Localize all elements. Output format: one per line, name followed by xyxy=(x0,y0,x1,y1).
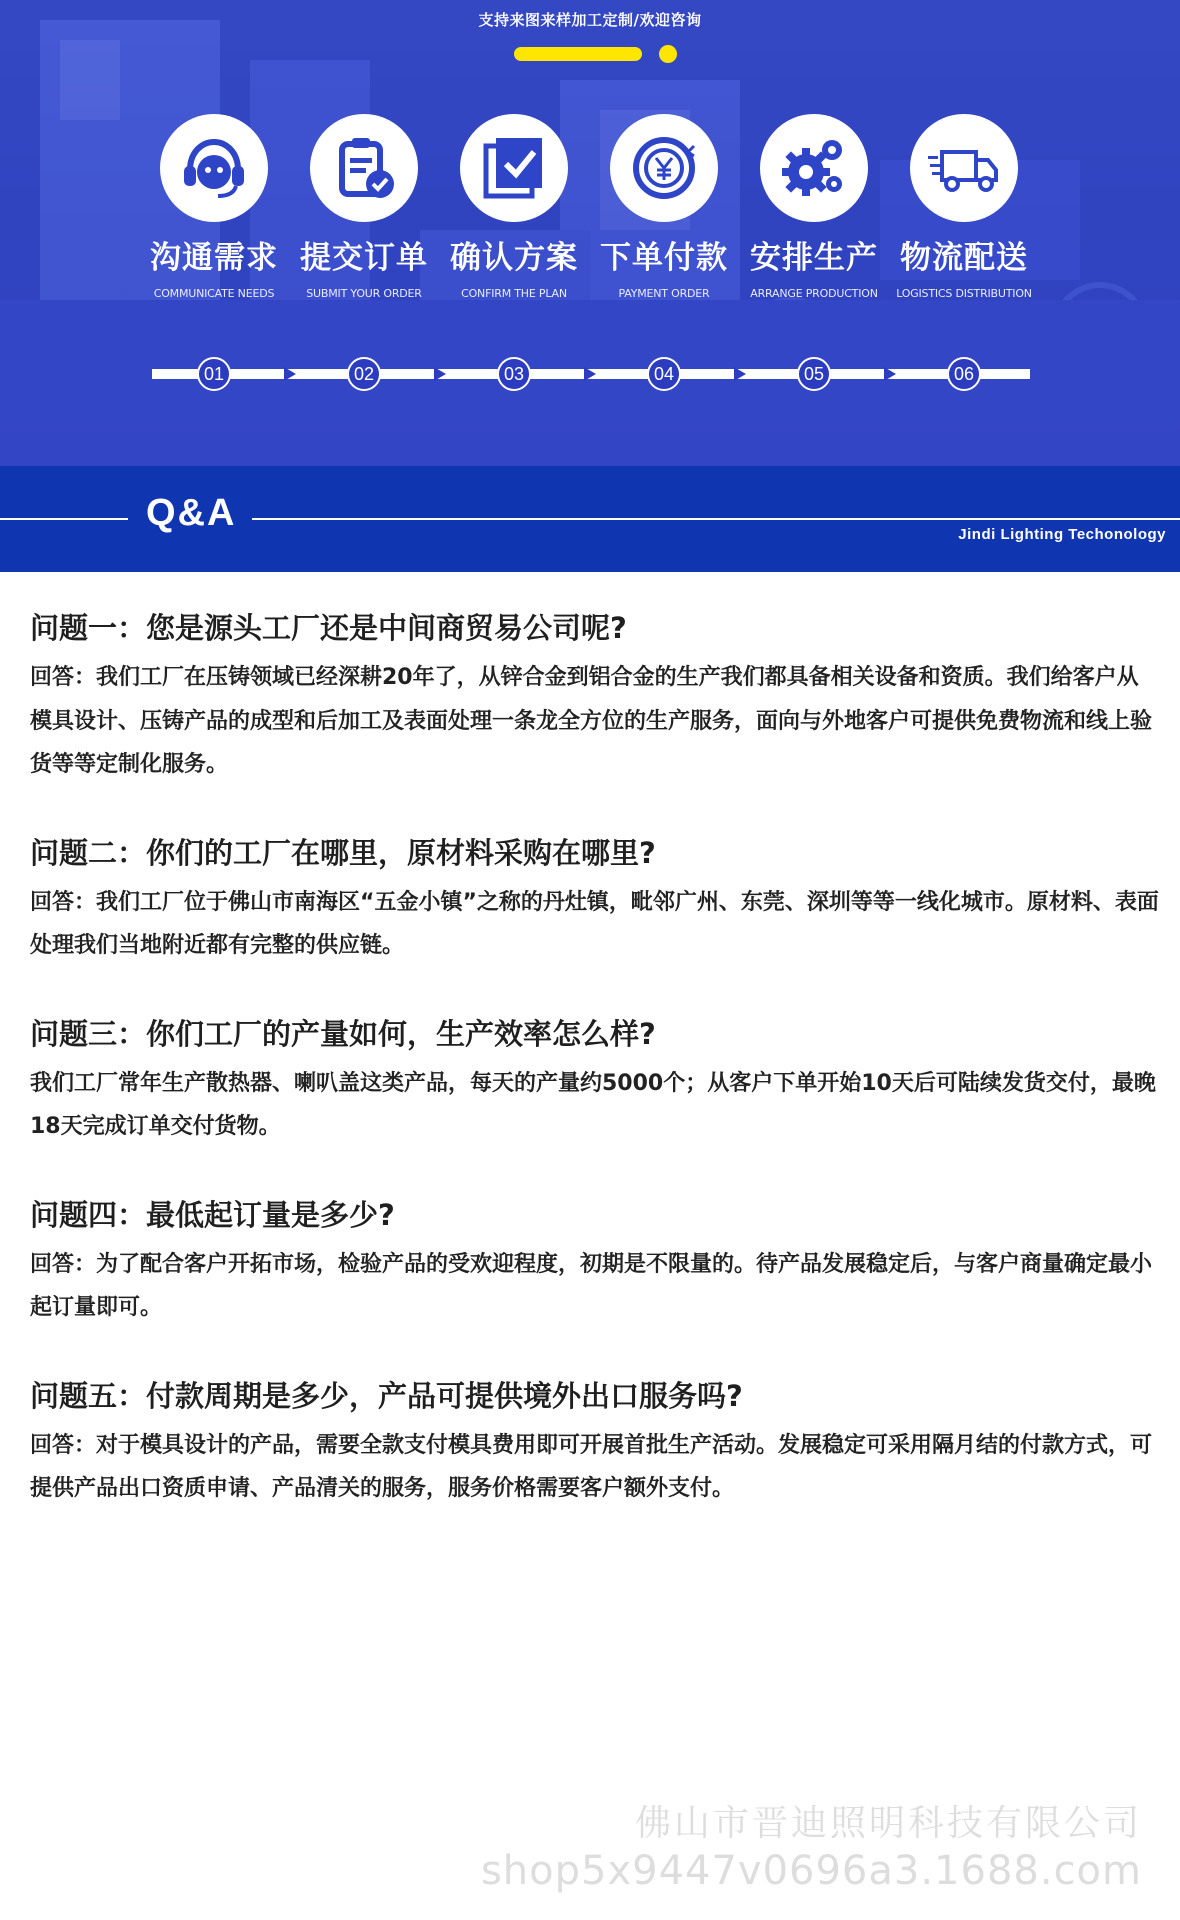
faq-answer: 回答：对于模具设计的产品，需要全款支付模具费用即可开展首批生产活动。发展稳定可采用隔月结的付款方式，可提供产品出口资质申请、产品清关的服务，服务价格需要客户额外支付。 xyxy=(30,1432,1153,1501)
headset-icon xyxy=(178,132,250,204)
process-hero xyxy=(0,0,1180,466)
step-title: 物流配送 xyxy=(900,240,1028,276)
faq-question: 问题二：你们的工厂在哪里，原材料采购在哪里? xyxy=(30,835,656,870)
faq-question: 问题三：你们工厂的产量如何，生产效率怎么样? xyxy=(30,1016,656,1051)
arrow-right-icon xyxy=(584,367,596,381)
step-title: 安排生产 xyxy=(750,240,878,276)
faq-item xyxy=(30,1187,1160,1330)
timeline-node: 01 xyxy=(197,357,231,391)
company-name-en: Jindi Lighting Techonology xyxy=(958,526,1166,543)
faq-answer: 回答：我们工厂位于佛山市南海区“五金小镇”之称的丹灶镇，毗邻广州、东莞、深圳等等一线化城市。原材料、表面处理我们当地附近都有完整的供应链。 xyxy=(30,889,1159,958)
timeline-node: 02 xyxy=(347,357,381,391)
faq-answer: 回答：我们工厂在压铸领域已经深耕20年了，从锌合金到铝合金的生产我们都具备相关设备和资质。我们给客户从模具设计、压铸产品的成型和后加工及表面处理一条龙全方位的生产服务，面向与外地客户可提供免费物流和线上验货等等定制化服务。 xyxy=(30,665,1153,777)
step-icon-circle xyxy=(460,114,568,222)
qa-title: Q&A xyxy=(146,492,237,534)
arrow-right-icon xyxy=(284,367,296,381)
yellow-dot-decoration xyxy=(659,45,677,63)
faq-answer: 我们工厂常年生产散热器、喇叭盖这类产品，每天的产量约5000个；从客户下单开始10天后可陆续发货交付，最晚18天完成订单交付货物。 xyxy=(30,1070,1156,1139)
step-subtitle: COMMUNICATE NEEDS xyxy=(153,287,275,300)
yuan-payment-icon xyxy=(628,132,700,204)
step-confirm-plan xyxy=(439,114,589,300)
timeline-node: 06 xyxy=(947,357,981,391)
delivery-truck-icon xyxy=(928,132,1000,204)
step-subtitle: ARRANGE PRODUCTION xyxy=(750,287,878,300)
step-title: 沟通需求 xyxy=(150,240,278,276)
step-icon-circle xyxy=(910,114,1018,222)
clipboard-check-icon xyxy=(328,132,400,204)
step-logistics xyxy=(889,114,1039,300)
step-subtitle: CONFIRM THE PLAN xyxy=(461,287,567,300)
divider xyxy=(0,518,128,520)
step-title: 下单付款 xyxy=(600,240,728,276)
arrow-right-icon xyxy=(884,367,896,381)
step-subtitle: PAYMENT ORDER xyxy=(618,287,710,300)
step-icon-circle xyxy=(610,114,718,222)
step-communicate xyxy=(139,114,289,300)
watermark-url: shop5x9447v0696a3.1688.com xyxy=(480,1848,1142,1894)
step-production xyxy=(739,114,889,300)
faq-answer: 回答：为了配合客户开拓市场，检验产品的受欢迎程度，初期是不限量的。待产品发展稳定后，与客户商量确定最小起订量即可。 xyxy=(30,1251,1153,1320)
faq-item xyxy=(30,1368,1160,1511)
arrow-right-icon xyxy=(734,367,746,381)
arrow-right-icon xyxy=(434,367,446,381)
yellow-pill-decoration xyxy=(514,47,642,61)
hero-caption: 支持来图来样加工定制/欢迎咨询 xyxy=(478,11,702,29)
step-payment xyxy=(589,114,739,300)
divider xyxy=(252,518,1180,520)
checkbox-document-icon xyxy=(478,132,550,204)
step-icon-circle xyxy=(310,114,418,222)
step-subtitle: LOGISTICS DISTRIBUTION xyxy=(896,287,1032,300)
qa-banner xyxy=(0,466,1180,572)
timeline-node: 03 xyxy=(497,357,531,391)
step-icon-circle xyxy=(760,114,868,222)
faq-list xyxy=(30,600,1160,1549)
step-title: 提交订单 xyxy=(300,240,428,276)
watermark-company: 佛山市晋迪照明科技有限公司 xyxy=(634,1803,1142,1844)
step-subtitle: SUBMIT YOUR ORDER xyxy=(306,287,422,300)
faq-question: 问题四：最低起订量是多少? xyxy=(30,1197,395,1232)
gears-icon xyxy=(778,132,850,204)
step-submit-order xyxy=(289,114,439,300)
timeline-node: 05 xyxy=(797,357,831,391)
timeline-node: 04 xyxy=(647,357,681,391)
faq-item xyxy=(30,1006,1160,1149)
step-title: 确认方案 xyxy=(450,240,578,276)
faq-question: 问题一：您是源头工厂还是中间商贸易公司呢? xyxy=(30,611,627,645)
faq-item xyxy=(30,825,1160,968)
step-icon-circle xyxy=(160,114,268,222)
faq-item xyxy=(30,600,1160,787)
faq-question: 问题五：付款周期是多少，产品可提供境外出口服务吗? xyxy=(30,1378,743,1413)
